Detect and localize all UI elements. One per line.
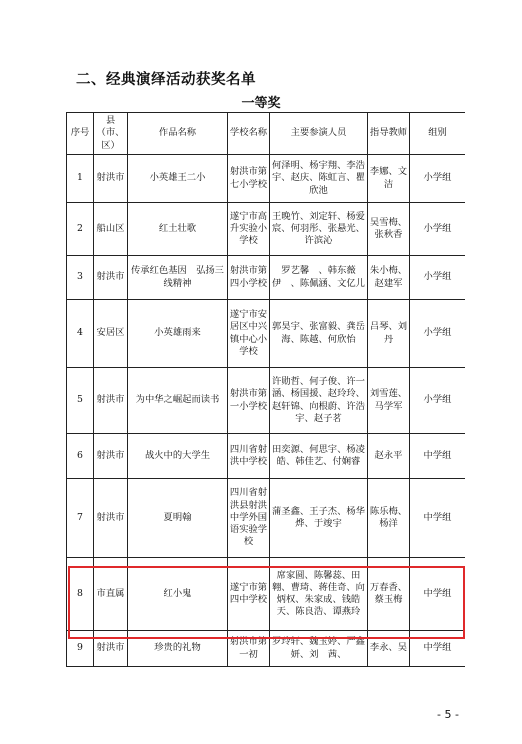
cell-performers: 许勋哲、何子俊、许一涵、杨国援、赵玲玲、赵轩锦、向根蔚、许浩宇、赵子茗 [270, 368, 368, 434]
cell-teacher: 赵永平 [368, 434, 410, 479]
table-row [67, 300, 466, 368]
table-header-row [67, 113, 466, 155]
cell-performers: 何泽明、杨宇翔、李浩宇、赵庆、陈虹言、瞿欣池 [270, 155, 368, 203]
cell-work: 红土壮歌 [128, 203, 228, 256]
cell-school: 遂宁市第四中学校 [228, 558, 270, 631]
cell-school: 四川省射洪县射洪中学外国语实验学校 [228, 479, 270, 558]
cell-performers: 蒲圣鑫、王子杰、杨华烨、于竣宇 [270, 479, 368, 558]
cell-teacher: 李娜、文洁 [368, 155, 410, 203]
cell-teacher: 万春香、蔡玉梅 [368, 558, 410, 631]
cell-no: 7 [67, 479, 94, 558]
section-title: 二、经典演绎活动获奖名单 [76, 72, 256, 88]
cell-group: 小学组 [410, 256, 466, 300]
cell-group: 中学组 [410, 479, 466, 558]
cell-performers: 罗玲轩、魏玉婷、严鑫妍、刘 茜、 [270, 631, 368, 667]
cell-teacher: 刘雪莲、马学军 [368, 368, 410, 434]
header-performers: 主要参演人员 [270, 113, 368, 155]
cell-school: 遂宁市高升实验小学校 [228, 203, 270, 256]
cell-group: 小学组 [410, 300, 466, 368]
cell-school: 遂宁市安居区中兴镇中心小学校 [228, 300, 270, 368]
award-title: 一等奖 [241, 96, 281, 111]
cell-school: 四川省射洪中学校 [228, 434, 270, 479]
cell-work: 传承红色基因 弘扬三线精神 [128, 256, 228, 300]
cell-work: 红小鬼 [128, 558, 228, 631]
cell-performers: 席家圆、陈馨蕊、田翱、曹琦、蒋佳奇、向炳权、朱家成、钱皓天、陈良浩、谭燕玲 [270, 558, 368, 631]
cell-no: 3 [67, 256, 94, 300]
cell-group: 中学组 [410, 434, 466, 479]
cell-performers: 田奕源、何思宇、杨凌皓、韩佳艺、付娴睿 [270, 434, 368, 479]
cell-group: 中学组 [410, 558, 466, 631]
table-row [67, 256, 466, 300]
cell-group: 中学组 [410, 631, 466, 667]
cell-county: 射洪市 [94, 256, 128, 300]
cell-school: 射洪市第四小学校 [228, 256, 270, 300]
page-number: - 5 - [437, 708, 459, 721]
cell-performers: 王晚竹、刘定轩、杨爱宸、何羽彤、张悬光、许滨沁 [270, 203, 368, 256]
table-row [67, 434, 466, 479]
cell-teacher: 朱小梅、赵建军 [368, 256, 410, 300]
cell-county: 射洪市 [94, 434, 128, 479]
cell-teacher: 吕琴、刘丹 [368, 300, 410, 368]
cell-no: 2 [67, 203, 94, 256]
cell-no: 5 [67, 368, 94, 434]
cell-teacher: 陈乐梅、杨洋 [368, 479, 410, 558]
header-no: 序号 [67, 113, 94, 155]
header-school: 学校名称 [228, 113, 270, 155]
cell-no: 6 [67, 434, 94, 479]
header-teacher: 指导教师 [368, 113, 410, 155]
cell-county: 市直属 [94, 558, 128, 631]
cell-work: 小英雄雨来 [128, 300, 228, 368]
table-row [67, 368, 466, 434]
header-county: 县（市、区） [94, 113, 128, 155]
cell-no: 1 [67, 155, 94, 203]
cell-group: 小学组 [410, 203, 466, 256]
table-row [67, 203, 466, 256]
cell-school: 射洪市第七小学校 [228, 155, 270, 203]
table-row [67, 155, 466, 203]
cell-performers: 郭昊宇、张富毅、龚岳海、陈越、何欣怡 [270, 300, 368, 368]
cell-county: 射洪市 [94, 631, 128, 667]
cell-county: 射洪市 [94, 155, 128, 203]
cell-teacher: 李永、吴 [368, 631, 410, 667]
header-group: 组别 [410, 113, 466, 155]
cell-no: 4 [67, 300, 94, 368]
header-work: 作品名称 [128, 113, 228, 155]
cell-county: 安居区 [94, 300, 128, 368]
cell-work: 战火中的大学生 [128, 434, 228, 479]
cell-work: 珍贵的礼物 [128, 631, 228, 667]
cell-teacher: 吴雪梅、张秋香 [368, 203, 410, 256]
cell-county: 射洪市 [94, 368, 128, 434]
cell-no: 8 [67, 558, 94, 631]
table-row [67, 479, 466, 558]
cell-work: 为中华之崛起而读书 [128, 368, 228, 434]
cell-county: 射洪市 [94, 479, 128, 558]
cell-county: 船山区 [94, 203, 128, 256]
cell-group: 小学组 [410, 368, 466, 434]
cell-no: 9 [67, 631, 94, 667]
cell-work: 小英雄王二小 [128, 155, 228, 203]
cell-group: 小学组 [410, 155, 466, 203]
cell-school: 射洪市第一小学校 [228, 368, 270, 434]
cell-school: 射洪市第一初 [228, 631, 270, 667]
cell-work: 夏明翰 [128, 479, 228, 558]
cell-performers: 罗艺馨 、韩东薇伊 、陈佩涵、文亿儿 [270, 256, 368, 300]
highlight-box [68, 566, 465, 639]
